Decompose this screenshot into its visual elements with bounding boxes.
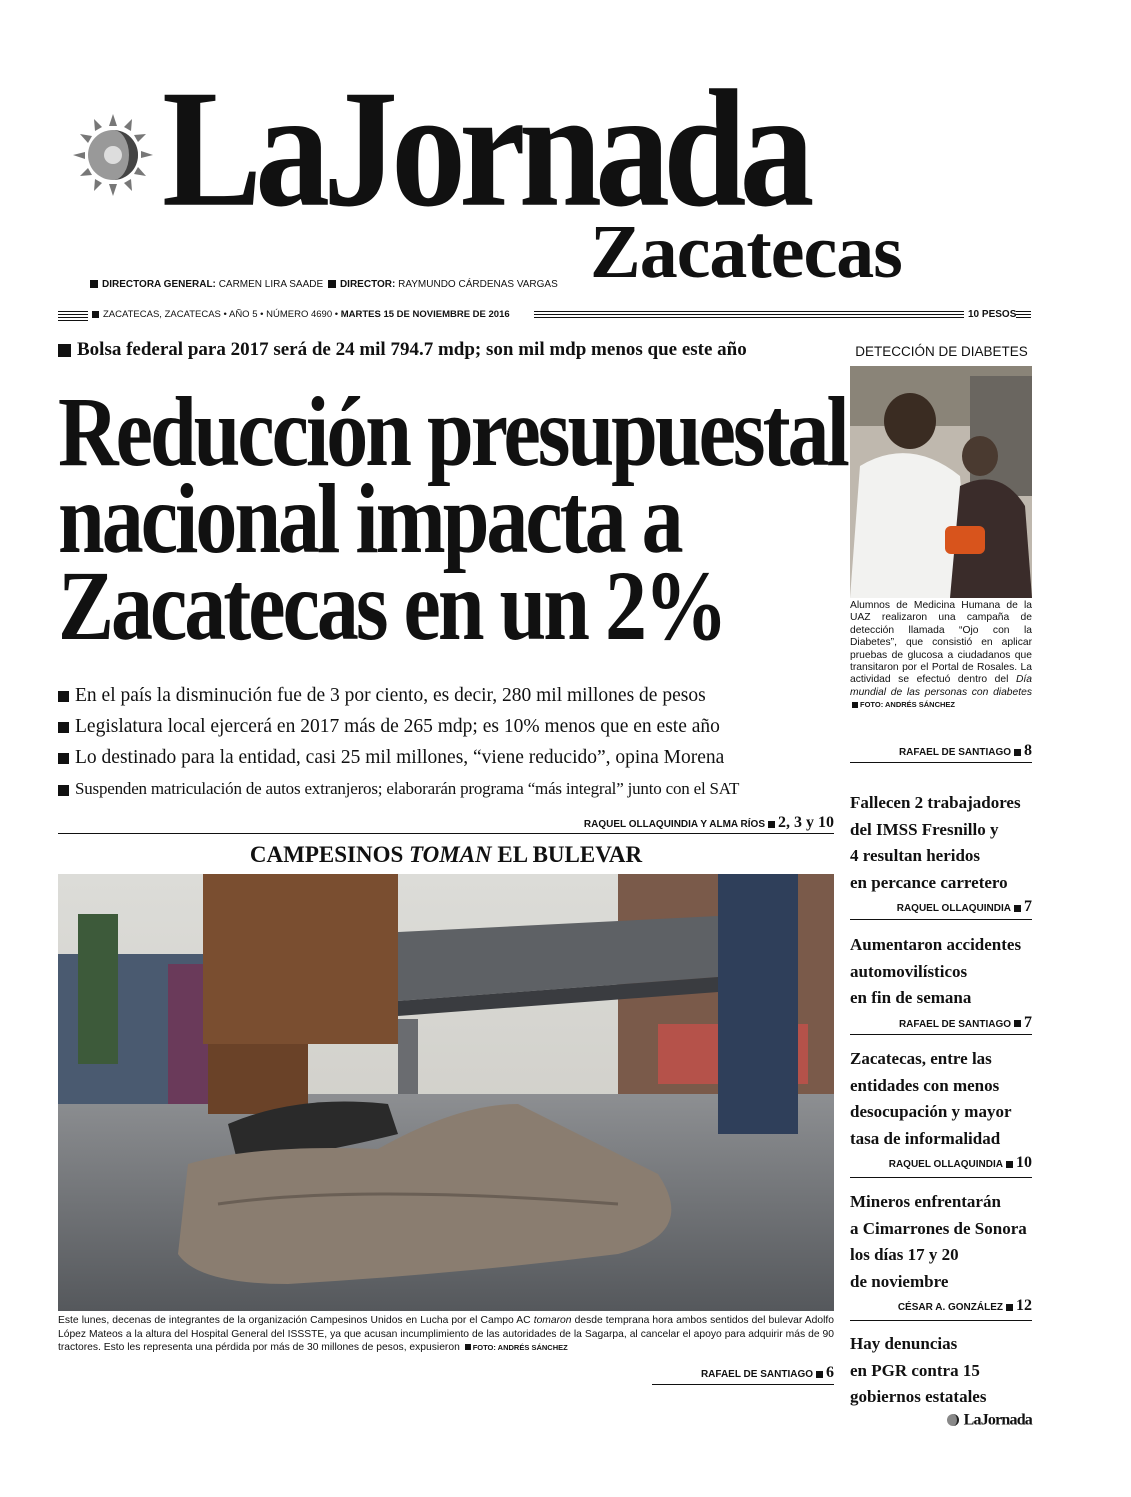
- lead-headline: [58, 372, 848, 662]
- brief-headline: Zacatecas, entre las entidades con menos desocupación y mayor tasa de informalidad: [850, 1049, 1012, 1148]
- headline-line-1: Reducción presupuestal: [58, 377, 847, 488]
- folio-rule-middle: [534, 311, 1012, 319]
- logo-sub: Zacatecas: [590, 210, 902, 294]
- photo-story-photo-credit: FOTO: ANDRÉS SÁNCHEZ: [472, 1343, 568, 1353]
- folio-rule-right: [1016, 311, 1031, 319]
- masthead: [0, 0, 1131, 300]
- folio-line: [58, 308, 1031, 324]
- sidebar-divider: [850, 762, 1032, 763]
- diabetes-photo: [850, 366, 1032, 598]
- brief-item: [850, 932, 1032, 1032]
- brief-credit: CÉSAR A. GONZÁLEZ 12: [897, 1297, 1032, 1314]
- folio-year: AÑO 5: [228, 309, 258, 320]
- sidebar-divider: [850, 1320, 1032, 1321]
- lead-kicker: [58, 339, 838, 361]
- photo-story-title: CAMPESINOS TOMAN EL BULEVAR: [249, 842, 643, 867]
- photo-story-credit: RAFAEL DE SANTIAGO 6: [700, 1364, 834, 1381]
- sun-logo-icon: [70, 112, 156, 198]
- photo-story-caption: Este lunes, decenas de integrantes de la organización Campesinos Unidos en Lucha por el Campo AC tomaron desde temprana hora ambos sentidos del bulevar Adolfo López Mateos a la altura del Hospital General del ISSSTE, ya que acusan incumplimiento de las autoridades de la Sagarpa, al cancelar el apoyo para adquirir más de 90 tractores. Esto les representa una pérdida por más de 30 millones de pesos, expusieron FOTO: ANDRÉS SÁNCHEZ: [58, 1315, 834, 1354]
- brief-source: [850, 1411, 1032, 1429]
- brief-headline: Mineros enfrentarán a Cimarrones de Sonora los días 17 y 20 de noviembre: [850, 1192, 1027, 1291]
- folio-price: 10 PESOS: [964, 309, 1020, 320]
- lead-bullet: En el país la disminución fue de 3 por ciento, es decir, 280 mil millones de pesos: [58, 680, 848, 711]
- campesinos-photo: [58, 874, 834, 1311]
- mini-logo-text: LaJornada: [963, 1410, 1032, 1428]
- brief-headline: Aumentaron accidentes automovilísticos en fin de semana: [850, 935, 1022, 1007]
- folio-place: ZACATECAS, ZACATECAS: [103, 309, 221, 320]
- sidebar-divider: [850, 1034, 1032, 1035]
- headline-line-2: nacional impacta a: [58, 464, 681, 575]
- staff-line: [90, 279, 558, 290]
- headline-line-3: Zacatecas en un 2%: [58, 551, 725, 662]
- folio-rule-left: [58, 311, 88, 321]
- lead-divider: [58, 833, 834, 834]
- brief-credit: RAQUEL OLLAQUINDIA 7: [896, 898, 1032, 915]
- brief-credit: RAQUEL OLLAQUINDIA 10: [888, 1154, 1032, 1171]
- photo-story-divider: [652, 1384, 834, 1385]
- sidebar-divider: [850, 1177, 1032, 1178]
- folio-date: MARTES 15 DE NOVIEMBRE DE 2016: [340, 309, 510, 320]
- diabetes-caption: Alumnos de Medicina Humana de la UAZ realizaron una campaña de detección llamada “Ojo con la Diabetes”, que consistió en aplicar pruebas de glucosa a ciudadanos que transitaron por el Portal de Rosales. La actividad se efectuó dentro del Día mundial de las personas con diabetes FOTO: ANDRÉS SÁNCHEZ: [850, 600, 1032, 710]
- brief-item: [850, 1189, 1032, 1315]
- brief-item: [850, 790, 1032, 916]
- mini-sun-logo-icon: [946, 1413, 960, 1427]
- lead-bullet: Lo destinado para la entidad, casi 25 mil millones, “viene reducido”, opina Morena: [58, 742, 848, 773]
- brief-credit: RAFAEL DE SANTIAGO 7: [898, 1013, 1032, 1031]
- lead-bullets: [58, 680, 848, 804]
- sidebar-divider: [850, 919, 1032, 920]
- directora-label: DIRECTORA GENERAL:: [102, 279, 216, 290]
- folio-number: NÚMERO 4690: [266, 309, 333, 320]
- lead-credit: RAQUEL OLLAQUINDIA Y ALMA RÍOS 2, 3 y 10: [583, 814, 834, 831]
- directora-name: CARMEN LIRA SAADE: [218, 279, 324, 290]
- brief-headline: Fallecen 2 trabajadores del IMSS Fresnillo y 4 resultan heridos en percance carretero: [850, 793, 1021, 892]
- logo-main: LaJornada: [162, 55, 808, 242]
- lead-bullet: Suspenden matriculación de autos extranjeros; elaborarán programa “más integral” junto con el SAT: [58, 773, 848, 804]
- lead-bullet: Legislatura local ejercerá en 2017 más de 265 mdp; es 10% menos que en este año: [58, 711, 848, 742]
- director-name: RAYMUNDO CÁRDENAS VARGAS: [398, 279, 558, 290]
- diabetes-credit: RAFAEL DE SANTIAGO 8: [898, 742, 1032, 759]
- folio-text: ZACATECAS, ZACATECAS • AÑO 5 • NÚMERO 4690 • MARTES 15 DE NOVIEMBRE DE 2016: [92, 309, 510, 320]
- brief-headline: Hay denuncias en PGR contra 15 gobiernos estatales: [850, 1334, 987, 1406]
- diabetes-label: DETECCIÓN DE DIABETES: [855, 344, 1028, 359]
- lead-kicker-text: Bolsa federal para 2017 será de 24 mil 794.7 mdp; son mil mdp menos que este año: [77, 339, 747, 360]
- brief-item: [850, 1331, 1032, 1429]
- diabetes-photo-credit: FOTO: ANDRÉS SÁNCHEZ: [860, 700, 956, 710]
- brief-item: [850, 1046, 1032, 1172]
- director-label: DIRECTOR:: [339, 279, 396, 290]
